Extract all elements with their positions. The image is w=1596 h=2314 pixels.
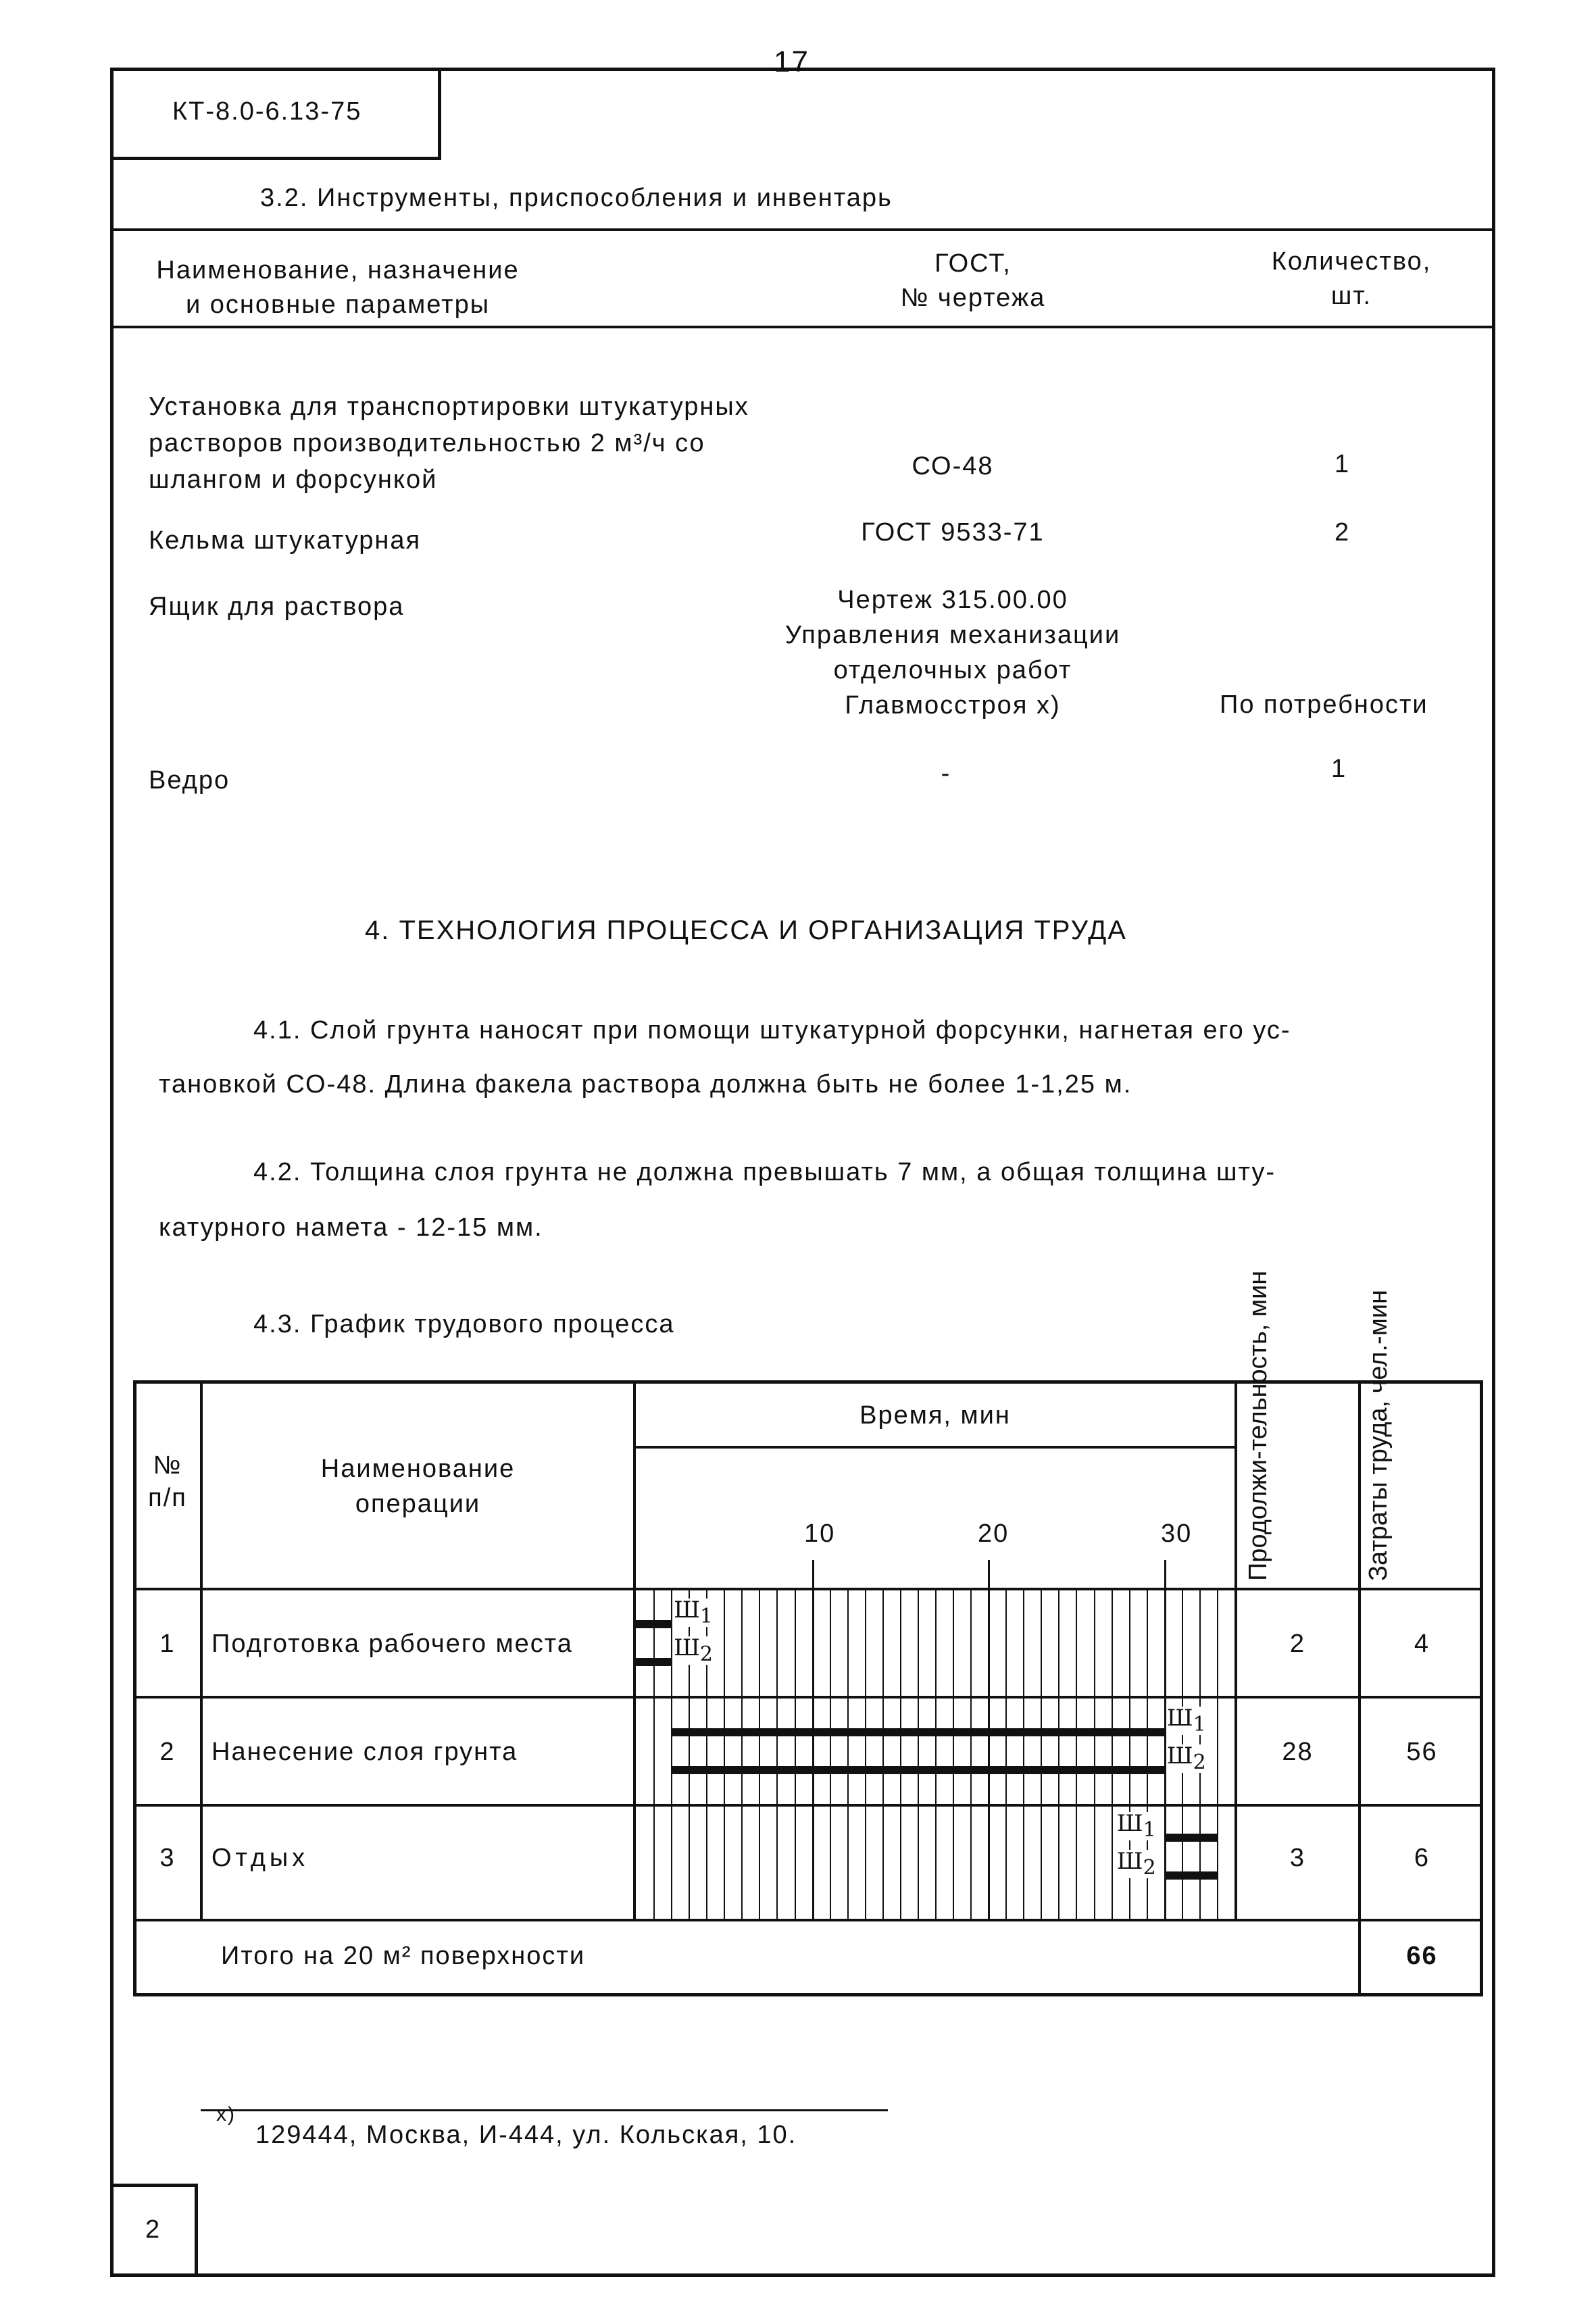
minute-gridline — [1005, 1590, 1007, 1919]
major-tick — [988, 1560, 990, 1590]
minute-gridline — [795, 1590, 796, 1919]
tool-row-1-gost: СО-48 — [912, 452, 994, 480]
op-row-2-name: Нанесение слоя грунта — [211, 1738, 518, 1766]
minute-gridline — [1094, 1590, 1095, 1919]
total-label: Итого на 20 м² поверхности — [221, 1942, 586, 1970]
tool-row-2-qty: 2 — [1335, 518, 1351, 547]
tool-row-3-gost — [757, 582, 1149, 723]
tool-row-4-name: Ведро — [149, 766, 230, 795]
col-operation-line1: Наименование — [320, 1455, 516, 1483]
time-tick-30: 30 — [1161, 1519, 1193, 1548]
col-qty-line2: шт. — [1330, 282, 1372, 311]
time-tick-10: 10 — [804, 1519, 836, 1548]
worker-1-bar-row-1 — [636, 1620, 671, 1628]
worker-1-label-row-1: $Ш_1$ — [674, 1596, 714, 1628]
minute-gridline — [865, 1590, 866, 1919]
tool-row-2-gost: ГОСТ 9533-71 — [861, 518, 1045, 547]
op-row-1-duration: 2 — [1289, 1630, 1306, 1658]
worker-2-label-row-1: $Ш_2$ — [674, 1634, 714, 1666]
sheet-number: 2 — [145, 2215, 161, 2244]
tool-row-1-qty: 1 — [1335, 450, 1351, 478]
para-4-2-line2: катурного намета - 12-15 мм. — [159, 1213, 543, 1242]
op-row-1-no: 1 — [159, 1630, 176, 1658]
op-row-3-labor: 6 — [1414, 1844, 1430, 1872]
page-number: 17 — [774, 45, 809, 78]
tool-row-3-qty: По потребности — [1220, 690, 1428, 719]
divider — [110, 228, 1495, 231]
col-labor-header: Затраты труда, чел.-мин — [1364, 1289, 1393, 1581]
worker-1-bar-row-3 — [1164, 1834, 1217, 1842]
col-operation-line2: операции — [355, 1490, 481, 1518]
major-tick — [812, 1560, 814, 1590]
worker-2-label-row-2: $Ш_2$ — [1166, 1742, 1206, 1774]
worker-2-bar-row-2 — [671, 1766, 1164, 1774]
section-4-title: 4. ТЕХНОЛОГИЯ ПРОЦЕССА И ОРГАНИЗАЦИЯ ТРУДА — [365, 915, 1127, 945]
minute-gridline — [724, 1590, 725, 1919]
minute-gridline — [1058, 1590, 1059, 1919]
op-row-2-no: 2 — [159, 1738, 176, 1766]
worker-2-bar-row-3 — [1164, 1871, 1217, 1880]
gantt-area — [636, 1590, 1235, 1919]
tool-row-4-gost: - — [941, 759, 951, 788]
minute-gridline — [1076, 1590, 1077, 1919]
footnote-divider — [201, 2109, 888, 2111]
tool-row-3-gost-line2: Управления механизации — [784, 621, 1121, 649]
minute-gridline — [953, 1590, 954, 1919]
tool-row-1-line3: шлангом и форсункой — [149, 466, 438, 494]
minute-gridline — [1217, 1590, 1218, 1919]
minute-gridline — [830, 1590, 831, 1919]
tool-row-1-line1: Установка для транспортировки штукатурных — [149, 393, 749, 421]
op-row-3-duration: 3 — [1289, 1844, 1306, 1872]
para-4-1-line1: 4.1. Слой грунта наносят при помощи штукатурной форсунки, нагнетая его ус- — [253, 1016, 1291, 1045]
col-name-header — [135, 253, 541, 323]
total-value: 66 — [1406, 1942, 1438, 1970]
tool-row-3-gost-line4: Главмосстроя x) — [845, 691, 1061, 720]
para-4-3: 4.3. График трудового процесса — [253, 1310, 675, 1338]
para-4-2-line1: 4.2. Толщина слоя грунта не должна превышать 7 мм, а общая толщина шту- — [253, 1158, 1276, 1186]
time-tick-20: 20 — [978, 1519, 1009, 1548]
doc-code: КТ-8.0-6.13-75 — [172, 97, 362, 126]
op-row-3-name: Отдых — [211, 1844, 309, 1872]
minute-gridline — [741, 1590, 743, 1919]
worker-1-label-row-3: $Ш_1$ — [1116, 1809, 1156, 1842]
worker-1-label-row-2: $Ш_1$ — [1166, 1704, 1206, 1736]
divider — [110, 326, 1495, 328]
col-operation-header — [203, 1451, 633, 1521]
minute-gridline — [847, 1590, 849, 1919]
footnote-text: 129444, Москва, И-444, ул. Кольская, 10. — [255, 2121, 797, 2149]
op-row-1-name: Подготовка рабочего места — [211, 1630, 573, 1658]
op-row-1-labor: 4 — [1414, 1630, 1430, 1658]
grid-line — [133, 1919, 1483, 1921]
tool-row-2-name: Кельма штукатурная — [149, 526, 422, 555]
tool-row-3-gost-line1: Чертеж 315.00.00 — [837, 586, 1068, 614]
col-no-line1: № — [153, 1451, 182, 1480]
minute-gridline — [812, 1590, 814, 1919]
worker-2-bar-row-1 — [636, 1658, 671, 1666]
col-name-line2: и основные параметры — [185, 291, 491, 320]
minute-gridline — [776, 1590, 778, 1919]
minute-gridline — [970, 1590, 972, 1919]
major-tick — [1164, 1560, 1166, 1590]
minute-gridline — [671, 1590, 672, 1919]
col-qty-header — [1237, 245, 1466, 314]
tool-row-4-qty: 1 — [1331, 755, 1347, 783]
minute-gridline — [935, 1590, 937, 1919]
col-name-line1: Наименование, назначение — [156, 256, 520, 284]
col-no-header — [135, 1449, 200, 1514]
footnote-mark: x) — [216, 2103, 236, 2126]
tool-row-3-name: Ящик для раствора — [149, 593, 405, 621]
section-3-2-heading: 3.2. Инструменты, приспособления и инвентарь — [260, 184, 893, 212]
minute-gridline — [882, 1590, 884, 1919]
minute-gridline — [900, 1590, 901, 1919]
minute-gridline — [1041, 1590, 1042, 1919]
tool-row-1-line2: растворов производительностью 2 м³/ч со — [149, 429, 705, 457]
op-row-3-no: 3 — [159, 1844, 176, 1872]
op-row-2-labor: 56 — [1406, 1738, 1438, 1766]
para-4-1-line2: тановкой СО-48. Длина факела раствора должна быть не более 1-1,25 м. — [159, 1070, 1132, 1099]
col-no-line2: п/п — [148, 1484, 187, 1512]
col-duration-header: Продолжи-тельность, мин — [1244, 1270, 1272, 1581]
col-gost-header — [831, 247, 1115, 316]
tool-row-1-name — [149, 388, 749, 498]
minute-gridline — [1112, 1590, 1113, 1919]
col-gost-line1: ГОСТ, — [934, 249, 1012, 278]
minute-gridline — [988, 1590, 990, 1919]
minute-gridline — [918, 1590, 919, 1919]
worker-1-bar-row-2 — [671, 1728, 1164, 1736]
op-row-2-duration: 28 — [1282, 1738, 1314, 1766]
minute-gridline — [1023, 1590, 1024, 1919]
grid-line — [1358, 1380, 1361, 1996]
minute-gridline — [1164, 1590, 1166, 1919]
col-gost-line2: № чертежа — [900, 284, 1046, 313]
col-time-header: Время, мин — [859, 1401, 1011, 1430]
grid-line — [633, 1446, 1235, 1449]
minute-gridline — [759, 1590, 760, 1919]
worker-2-label-row-3: $Ш_2$ — [1116, 1848, 1156, 1880]
col-qty-line1: Количество, — [1271, 247, 1432, 276]
minute-gridline — [653, 1590, 655, 1919]
tool-row-3-gost-line3: отделочных работ — [833, 656, 1072, 684]
